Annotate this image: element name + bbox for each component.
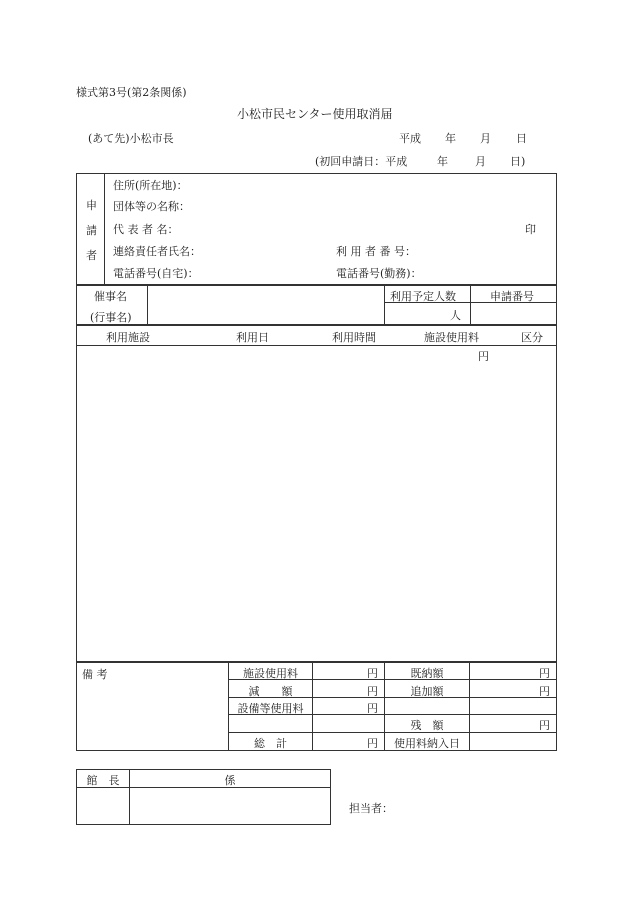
expected-attendees-label: 利用予定人数 <box>390 290 456 303</box>
notes-label: 備 考 <box>82 668 108 681</box>
summary-equipment-fee-unit: 円 <box>367 702 378 715</box>
addressee: (あて先)小松市長 <box>88 132 174 145</box>
summary-reduction-unit: 円 <box>367 685 378 698</box>
event-name-label: 催事名 <box>94 290 127 303</box>
director-label: 館 長 <box>86 774 120 787</box>
org-name-field-label: 団体等の名称： <box>113 200 190 213</box>
summary-paid-unit: 円 <box>539 667 550 680</box>
applicant-side-2: 請 <box>86 224 97 237</box>
event-name-sub-label: (行事名) <box>90 311 132 324</box>
col-header-category: 区分 <box>521 331 543 344</box>
summary-total-label: 総 計 <box>254 737 287 750</box>
user-number-field-label: 利 用 者 番 号： <box>336 245 416 258</box>
col-header-date: 利用日 <box>236 331 269 344</box>
summary-total-unit: 円 <box>367 737 378 750</box>
contact-person-field-label: 連絡責任者氏名： <box>113 245 201 258</box>
fee-yen-unit: 円 <box>478 350 489 363</box>
col-header-fee: 施設使用料 <box>424 331 479 344</box>
phone-work-field-label: 電話番号(勤務)： <box>336 267 422 280</box>
summary-additional-unit: 円 <box>539 685 550 698</box>
representative-field-label: 代 表 者 名： <box>113 223 179 236</box>
usage-table <box>76 325 557 662</box>
summary-balance-unit: 円 <box>539 719 550 732</box>
page-title: 小松市民センター使用取消届 <box>237 107 393 121</box>
application-number-label: 申請番号 <box>490 290 534 303</box>
summary-reduction-label: 減 額 <box>248 685 293 698</box>
applicant-side-3: 者 <box>86 249 97 262</box>
initial-date-month: 月 <box>475 155 486 168</box>
form-number: 様式第3号(第2条関係) <box>76 86 187 99</box>
address-field-label: 住所(所在地)： <box>113 179 188 192</box>
date-day: 日 <box>516 132 527 145</box>
col-header-time: 利用時間 <box>332 331 376 344</box>
date-month: 月 <box>480 132 491 145</box>
staff-label: 係 <box>224 774 236 787</box>
summary-equipment-fee-label: 設備等使用料 <box>237 702 304 715</box>
initial-date-label: (初回申請日：平成 <box>315 155 408 168</box>
seal-mark: 印 <box>525 223 536 236</box>
date-era: 平成 <box>399 132 421 145</box>
col-header-facility: 利用施設 <box>106 331 150 344</box>
summary-facility-fee-label: 施設使用料 <box>243 667 298 680</box>
person-in-charge-label: 担当者： <box>349 802 393 815</box>
event-section <box>76 285 557 325</box>
initial-date-year: 年 <box>437 155 448 168</box>
summary-paid-label: 既納額 <box>410 667 444 680</box>
applicant-side-1: 申 <box>86 199 97 212</box>
summary-additional-label: 追加額 <box>410 685 444 698</box>
summary-balance-label: 残 額 <box>410 719 444 732</box>
date-year: 年 <box>445 132 456 145</box>
initial-date-close: 日) <box>510 155 526 168</box>
phone-home-field-label: 電話番号(自宅)： <box>113 267 199 280</box>
person-unit: 人 <box>450 309 461 322</box>
summary-payment-date-label: 使用料納入日 <box>394 737 460 750</box>
summary-facility-fee-unit: 円 <box>367 667 378 680</box>
